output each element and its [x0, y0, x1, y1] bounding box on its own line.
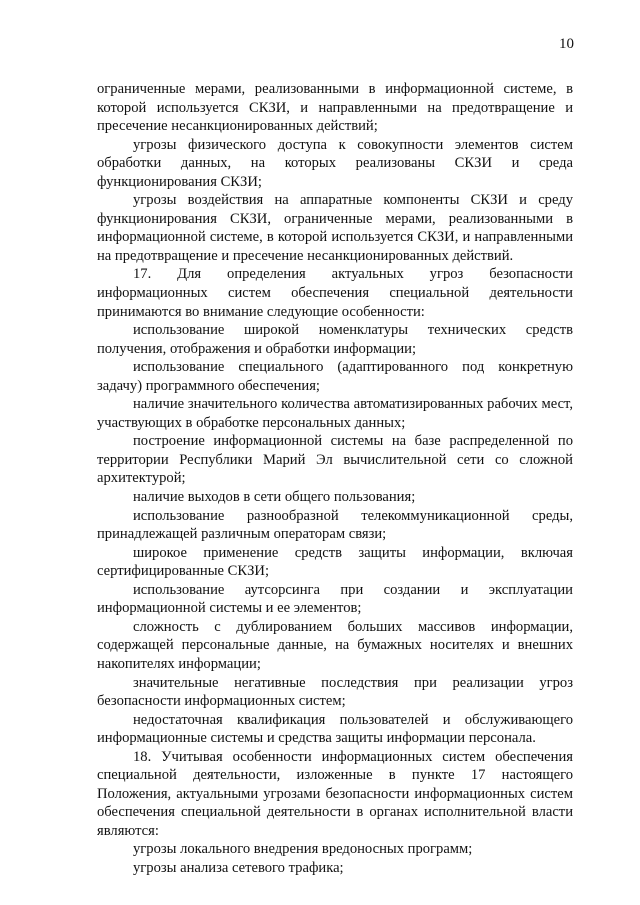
paragraph: наличие значительного количества автоматизированных рабочих мест, участвующих в обработке персональных данных; — [97, 396, 573, 431]
paragraph: 17. Для определения актуальных угроз безопасности информационных систем обеспечения специальной деятельности принимаются во внимание следующие особенности: — [97, 266, 573, 320]
paragraph: 18. Учитывая особенности информационных систем обеспечения специальной деятельности, изложенные в пункте 17 настоящего Положения, актуальными угрозами безопасности информационных систем обеспечения специальной деятельности в органах исполнительной власти являются: — [97, 748, 573, 839]
paragraph: сложность с дублированием больших массивов информации, содержащей персональные данные, на бумажных носителях и внешних накопителях информации; — [97, 618, 573, 672]
paragraph: широкое применение средств защиты информации, включая сертифицированные СКЗИ; — [97, 544, 573, 580]
page-number: 10 — [559, 36, 574, 52]
paragraph: наличие выходов в сети общего пользования; — [133, 489, 416, 506]
paragraph: значительные негативные последствия при реализации угроз безопасности информационных систем; — [97, 674, 573, 710]
paragraph: угрозы физического доступа к совокупности элементов систем обработки данных, на которых реализованы СКЗИ и среда функционирования СКЗИ; — [97, 136, 573, 190]
body-text — [97, 80, 573, 878]
paragraph: использование специального (адаптированного под конкретную задачу) программного обеспечения; — [97, 359, 573, 394]
paragraph: угрозы анализа сетевого трафика; — [133, 859, 344, 876]
paragraph: использование разнообразной телекоммуникационной среды, принадлежащей различным операторам связи; — [97, 507, 573, 543]
paragraph: угрозы локального внедрения вредоносных программ; — [133, 841, 473, 858]
paragraph: ограниченные мерами, реализованными в информационной системе, в которой используется СКЗИ, и направленными на предотвращение и пресечение несанкционированных действий; — [97, 81, 573, 135]
paragraph: использование аутсорсинга при создании и эксплуатации информационной системы и ее элементов; — [97, 581, 573, 617]
paragraph: угрозы воздействия на аппаратные компоненты СКЗИ и среду функционирования СКЗИ, ограниченные мерами, реализованными в информационной системе, в которой используется СКЗИ, и направленными на предотвращение и пресечение несанкционированных действий. — [97, 192, 573, 264]
paragraph: построение информационной системы на базе распределенной по территории Республики Марий Эл вычислительной сети со сложной архитектурой; — [97, 433, 573, 487]
paragraph: недостаточная квалификация пользователей и обслуживающего информационные системы и средства защиты информации персонала. — [97, 711, 573, 747]
paragraph: использование широкой номенклатуры технических средств получения, отображения и обработки информации; — [97, 322, 573, 357]
